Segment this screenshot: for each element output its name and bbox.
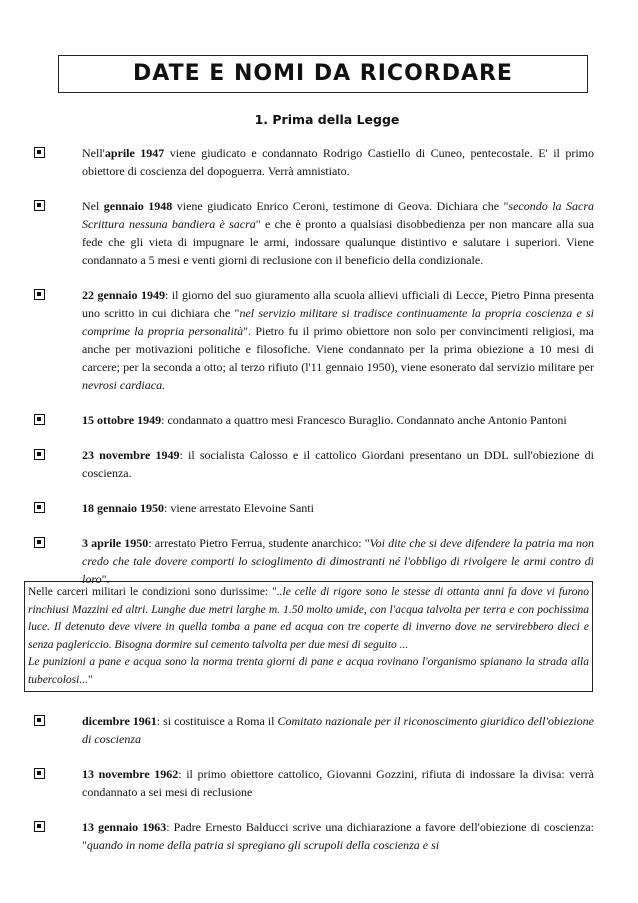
square-bullet-icon <box>34 147 45 158</box>
entry-text: : viene arrestato Elevoine Santi <box>164 501 314 515</box>
list-item <box>34 446 594 482</box>
entry-date: 3 aprile 1950 <box>82 536 149 550</box>
list-item <box>34 411 594 429</box>
list-item <box>34 765 594 801</box>
prison-conditions-note <box>24 581 593 692</box>
entry-text: : Padre Ernesto Balducci scrive una dichiarazione a favore dell'obiezione di coscienza: " <box>82 820 594 852</box>
title-box <box>58 55 588 93</box>
entry-text: viene giudicato Enrico Ceroni, testimone di Geova. Dichiara che " <box>172 199 509 213</box>
square-bullet-icon <box>34 289 45 300</box>
section-subtitle: 1. Prima della Legge <box>254 112 400 127</box>
entry-text: Nelle carceri militari le condizioni sono durissime: " <box>28 586 277 598</box>
quoted-text: ..le celle di rigore sono le stesse di ottanta anni fa dove vi furono rinchiusi Mazzini ed altri. Lunghe due metri larghe m. 1.50 molto umide, con l'acqua talvolta per terra e con pochissima luce. Il detenuto deve vivere in quella tomba a pane ed acqua con tre coperte di inverno dove ne servirebbero dieci e senza paglericcio. Bisogna dormire sul cemento talvolta per due mesi di seguito ... <box>28 586 589 651</box>
entry-date: 13 gennaio 1963 <box>82 820 167 834</box>
square-bullet-icon <box>34 768 45 779</box>
page-title: DATE E NOMI DA RICORDARE <box>133 61 513 86</box>
list-item <box>34 499 594 517</box>
entry-date: 22 gennaio 1949 <box>82 288 166 302</box>
entry-text: viene giudicato e condannato Rodrigo Castiello di Cuneo, pentecostale. E' il primo obiettore di coscienza del dopoguerra. Verrà amnistiato. <box>82 146 594 178</box>
quoted-text: Le punizioni a pane e acqua sono la norma trenta giorni di pane e acqua rovinano l'organismo spianano la strada alla tubercolosi... <box>28 656 589 686</box>
square-bullet-icon <box>34 715 45 726</box>
entry-date: 15 ottobre 1949 <box>82 413 162 427</box>
entry-date: 18 gennaio 1950 <box>82 501 165 515</box>
quoted-text: Comitato nazionale per il riconoscimento giuridico dell'obiezione di coscienza <box>82 714 595 746</box>
quoted-text: quando in nome della patria si spregiano gli scrupoli della coscienza e si <box>86 838 440 852</box>
square-bullet-icon <box>34 200 45 211</box>
square-bullet-icon <box>34 537 45 548</box>
list-item <box>34 818 594 854</box>
quoted-text: nel servizio militare si tradisce continuamente la propria coscienza e si comprime la propria personalità <box>82 306 594 338</box>
square-bullet-icon <box>34 502 45 513</box>
entry-text: " e che è pronto a qualsiasi disobbedienza per non mancare alla sua fede che gli vieta di impugnare le armi, indossare qualunque distintivo e salutare i superiori. Viene condannato a 5 mesi e venti giorni di reclusione con il beneficio della condizionale. <box>82 217 594 267</box>
entry-text: : arrestato Pietro Ferrua, studente anarchico: " <box>148 536 370 550</box>
list-item <box>34 712 594 748</box>
entry-text: " <box>87 673 93 686</box>
entry-date: 23 novembre 1949 <box>82 448 180 462</box>
list-item <box>34 286 594 394</box>
entry-text: : il giorno del suo giuramento alla scuola allievi ufficiali di Lecce, Pietro Pinna presenta uno scritto in cui dichiara che " <box>82 288 594 320</box>
list-item <box>34 144 594 180</box>
entry-text: ". <box>101 572 110 586</box>
entry-date: 13 novembre 1962 <box>82 767 179 781</box>
entry-text: Nel <box>82 199 104 213</box>
quoted-text: nevrosi cardiaca. <box>82 378 166 392</box>
entry-text: : condannato a quattro mesi Francesco Buraglio. Condannato anche Antonio Pantoni <box>161 413 567 427</box>
list-item <box>34 197 594 269</box>
list-item <box>34 534 594 588</box>
entry-text: : il primo obiettore cattolico, Giovanni Gozzini, rifiuta di indossare la divisa: verrà condannato a sei mesi di reclusione <box>82 767 594 799</box>
square-bullet-icon <box>34 414 45 425</box>
square-bullet-icon <box>34 821 45 832</box>
entry-text: : il socialista Calosso e il cattolico Giordani presentano un DDL sull'obiezione di coscienza. <box>82 448 594 480</box>
entry-date: aprile 1947 <box>104 146 165 160</box>
entry-text: : si costituisce a Roma il <box>156 714 278 728</box>
entry-list-continued <box>34 712 594 871</box>
quoted-text: Voi dite che si deve difendere la patria ma non credo che tale dovere comporti lo scioglimento di dimostranti né l'obbligo di rivolgere le armi contro di loro <box>82 536 595 586</box>
quoted-text: secondo la Sacra Scrittura nessuna bandiera è sacra <box>82 199 594 231</box>
entry-text: ". Pietro fu il primo obiettore non solo per convincimenti religiosi, ma anche per motivazioni politiche e filosofiche. Viene condannato per la prima obiezione a 10 mesi di carcere; per la seconda a otto; al terzo rifiuto (l'11 gennaio 1950), viene esonerato dal servizio militare per <box>82 324 594 374</box>
entry-text: Nell' <box>82 146 105 160</box>
entry-list <box>34 144 594 605</box>
entry-date: gennaio 1948 <box>103 199 173 213</box>
square-bullet-icon <box>34 449 45 460</box>
entry-date: dicembre 1961 <box>82 714 157 728</box>
